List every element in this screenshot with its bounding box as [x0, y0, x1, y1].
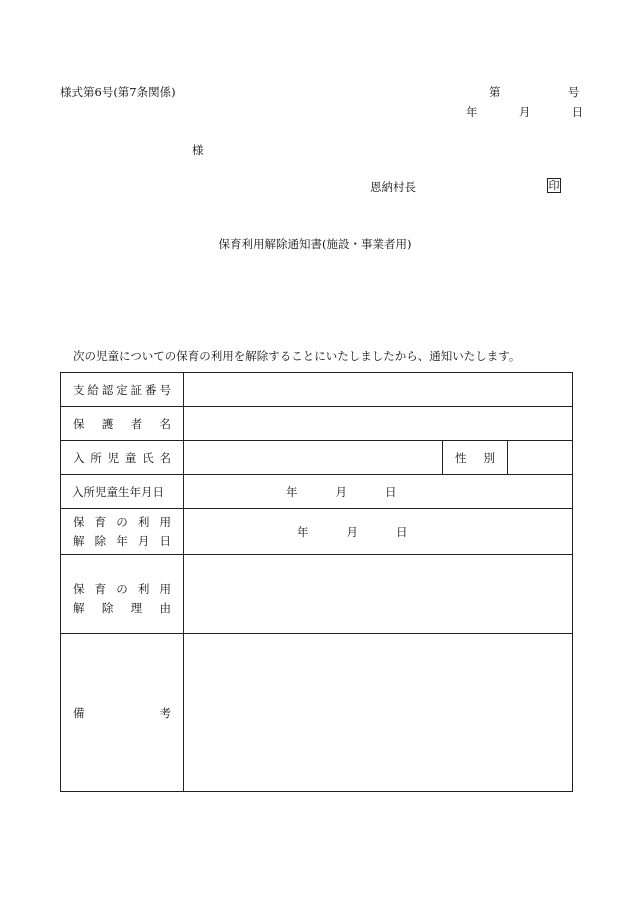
guardian-name-label: 保 護 者 名 [61, 407, 184, 441]
issue-date-year: 年 [466, 105, 478, 119]
birthdate-field[interactable]: 年 月 日 [184, 475, 573, 509]
seal-mark [547, 178, 561, 193]
remarks-label: 備 考 [61, 634, 184, 792]
document-number [489, 84, 579, 100]
gender-field[interactable] [508, 441, 573, 475]
issuer-name: 恩納村長 [370, 180, 416, 194]
row-child-name [61, 441, 573, 475]
issue-date-day: 日 [571, 105, 584, 119]
notification-form-table [60, 372, 573, 792]
body-text: 次の児童についての保育の利用を解除することにいたしましたから、通知いたします。 [73, 349, 521, 363]
remarks-field[interactable] [184, 634, 573, 792]
certificate-number-label: 支 給 認 定 証 番 号 [61, 373, 184, 407]
child-name-label: 入 所 児 童 氏 名 [61, 441, 184, 475]
cancel-date-field[interactable]: 年 月 日 [184, 509, 573, 555]
cancel-reason-label: 保 育 の 利 用 解 除 理 由 [61, 555, 184, 634]
gender-label: 性 別 [443, 441, 508, 475]
form-number: 様式第6号(第7条関係) [60, 85, 176, 99]
issue-date-month: 月 [518, 105, 531, 119]
doc-no-go: 号 [567, 85, 580, 99]
row-guardian-name [61, 407, 573, 441]
cancel-date-label: 保 育 の 利 用 解 除 年 月 日 [61, 509, 184, 555]
row-cancel-date [61, 509, 573, 555]
document-title: 保育利用解除通知書(施設・事業者用) [218, 237, 412, 251]
row-remarks [61, 634, 573, 792]
cancel-reason-field[interactable] [184, 555, 573, 634]
issue-date [466, 104, 583, 120]
guardian-name-field[interactable] [184, 407, 573, 441]
seal-icon: 印 [548, 179, 560, 192]
birthdate-label: 入所児童生年月日 [61, 475, 184, 509]
child-name-field[interactable] [184, 441, 443, 475]
certificate-number-field[interactable] [184, 373, 573, 407]
row-child-birthdate [61, 475, 573, 509]
addressee-honorific: 様 [192, 143, 204, 157]
doc-no-dai: 第 [489, 85, 501, 99]
row-certificate-number [61, 373, 573, 407]
row-cancel-reason [61, 555, 573, 634]
